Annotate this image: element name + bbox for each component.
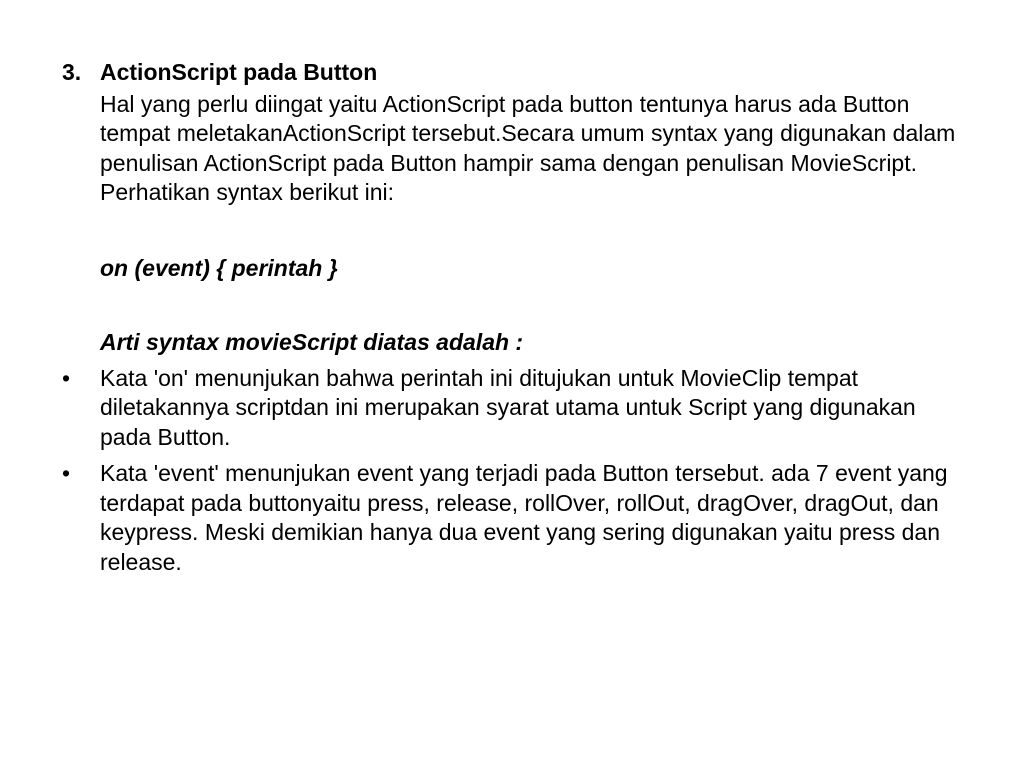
list-item bbox=[62, 364, 972, 453]
bullet-icon: • bbox=[62, 364, 71, 391]
slide-content bbox=[62, 58, 972, 584]
intro-paragraph: Hal yang perlu diingat yaitu ActionScript pada button tentunya harus ada Button tempat meletakanActionScript tersebut.Secara umum syntax yang digunakan dalam penulisan ActionScript pada Button hampir sama dengan penulisan MovieScript. Perhatikan syntax berikut ini: bbox=[100, 90, 956, 205]
section-heading bbox=[62, 58, 972, 88]
list-item bbox=[62, 459, 972, 577]
syntax-example: on (event) { perintah } bbox=[100, 254, 338, 281]
section-title: ActionScript pada Button bbox=[100, 59, 378, 85]
bullet-icon: • bbox=[62, 460, 71, 486]
bullet-text: Kata 'event' menunjukan event yang terjadi pada Button tersebut. ada 7 event yang terdapat pada buttonyaitu press, release, rollOver, rollOut, dragOver, dragOut, dan keypress. Meski demikian hanya dua event yang sering digunakan yaitu press dan release. bbox=[100, 460, 948, 575]
bullet-text: Kata 'on' menunjukan bahwa perintah ini ditujukan untuk MovieClip tempat diletakannya scriptdan ini merupakan syarat utama untuk Script yang digunakan pada Button. bbox=[100, 364, 916, 450]
bullet-list bbox=[62, 364, 972, 578]
arti-heading: Arti syntax movieScript diatas adalah : bbox=[100, 329, 524, 355]
section-number: 3. bbox=[62, 59, 82, 85]
